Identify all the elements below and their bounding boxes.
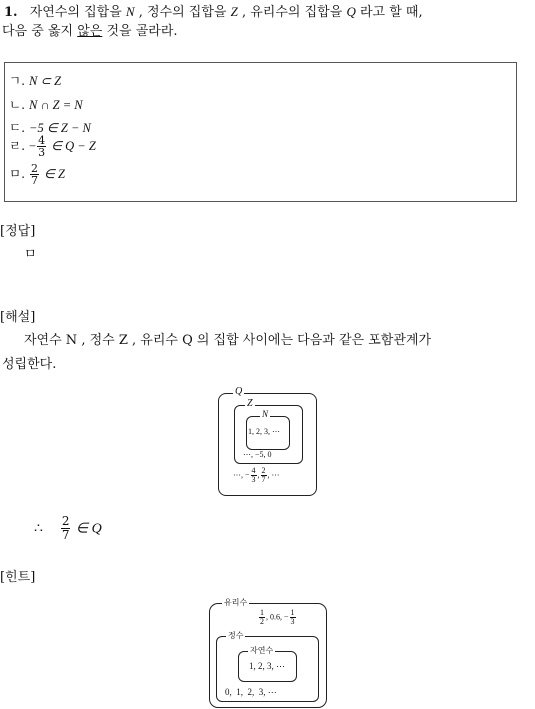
choice-3: ㄷ. −5 ∈ Z − N [9,120,91,135]
hint-integer-elements: 0, 1, 2, 3, ⋯ [225,687,277,697]
choice-2: ㄴ. N ∩ Z = N [9,97,83,112]
set-z-label: Z [247,398,253,409]
set-q-elements: ⋯, − $\frac{4}{3}$ , $\frac{2}{7}$ , ⋯ [233,466,280,484]
explanation-heading: [해설] [0,310,36,325]
set-z-elements: ⋯, −5, 0 [243,450,272,459]
hint-rational-elements: $\frac{1}{2}$ , 0.6, − $\frac{1}{3}$ [260,608,295,626]
question-line-2: 다음 중 옳지 않은 것을 골라라. [2,24,178,39]
hint-heading: [힌트] [0,570,36,585]
set-q-label: Q [235,386,243,397]
choice-5: ㅁ. $\frac{2}{7}$ ∈ Z [9,162,65,187]
hint-rational-label: 유리수 [224,598,248,607]
choice-4: ㄹ. − $\frac{4}{3}$ ∈ Q − Z [9,134,96,159]
answer-value: ㅁ [24,247,37,262]
explanation-line-2: 성립한다. [2,357,57,372]
set-n-elements: 1, 2, 3, ⋯ [248,427,280,436]
underlined-word: 않은 [77,24,103,39]
explanation-line-1: 자연수 N , 정수 Z , 유리수 Q 의 집합 사이에는 다음과 같은 포함관계가 [24,333,432,348]
question-number: 1. [4,5,18,20]
hint-natural-label: 자연수 [250,646,274,655]
choice-1: ㄱ. N ⊂ Z [9,73,62,88]
choices-box [4,62,517,202]
hint-natural-elements: 1, 2, 3, ⋯ [249,661,285,671]
question-line-1: 1. 자연수의 집합을 N , 정수의 집합을 Z , 유리수의 집합을 Q 라고 할 때, [4,4,423,20]
conclusion: ∴ $\frac{2}{7}$ ∈ Q [34,514,102,542]
set-n-label: N [262,409,269,419]
hint-integer-label: 정수 [228,631,244,640]
therefore-symbol: ∴ [34,520,43,537]
answer-heading: [정답] [0,224,36,239]
